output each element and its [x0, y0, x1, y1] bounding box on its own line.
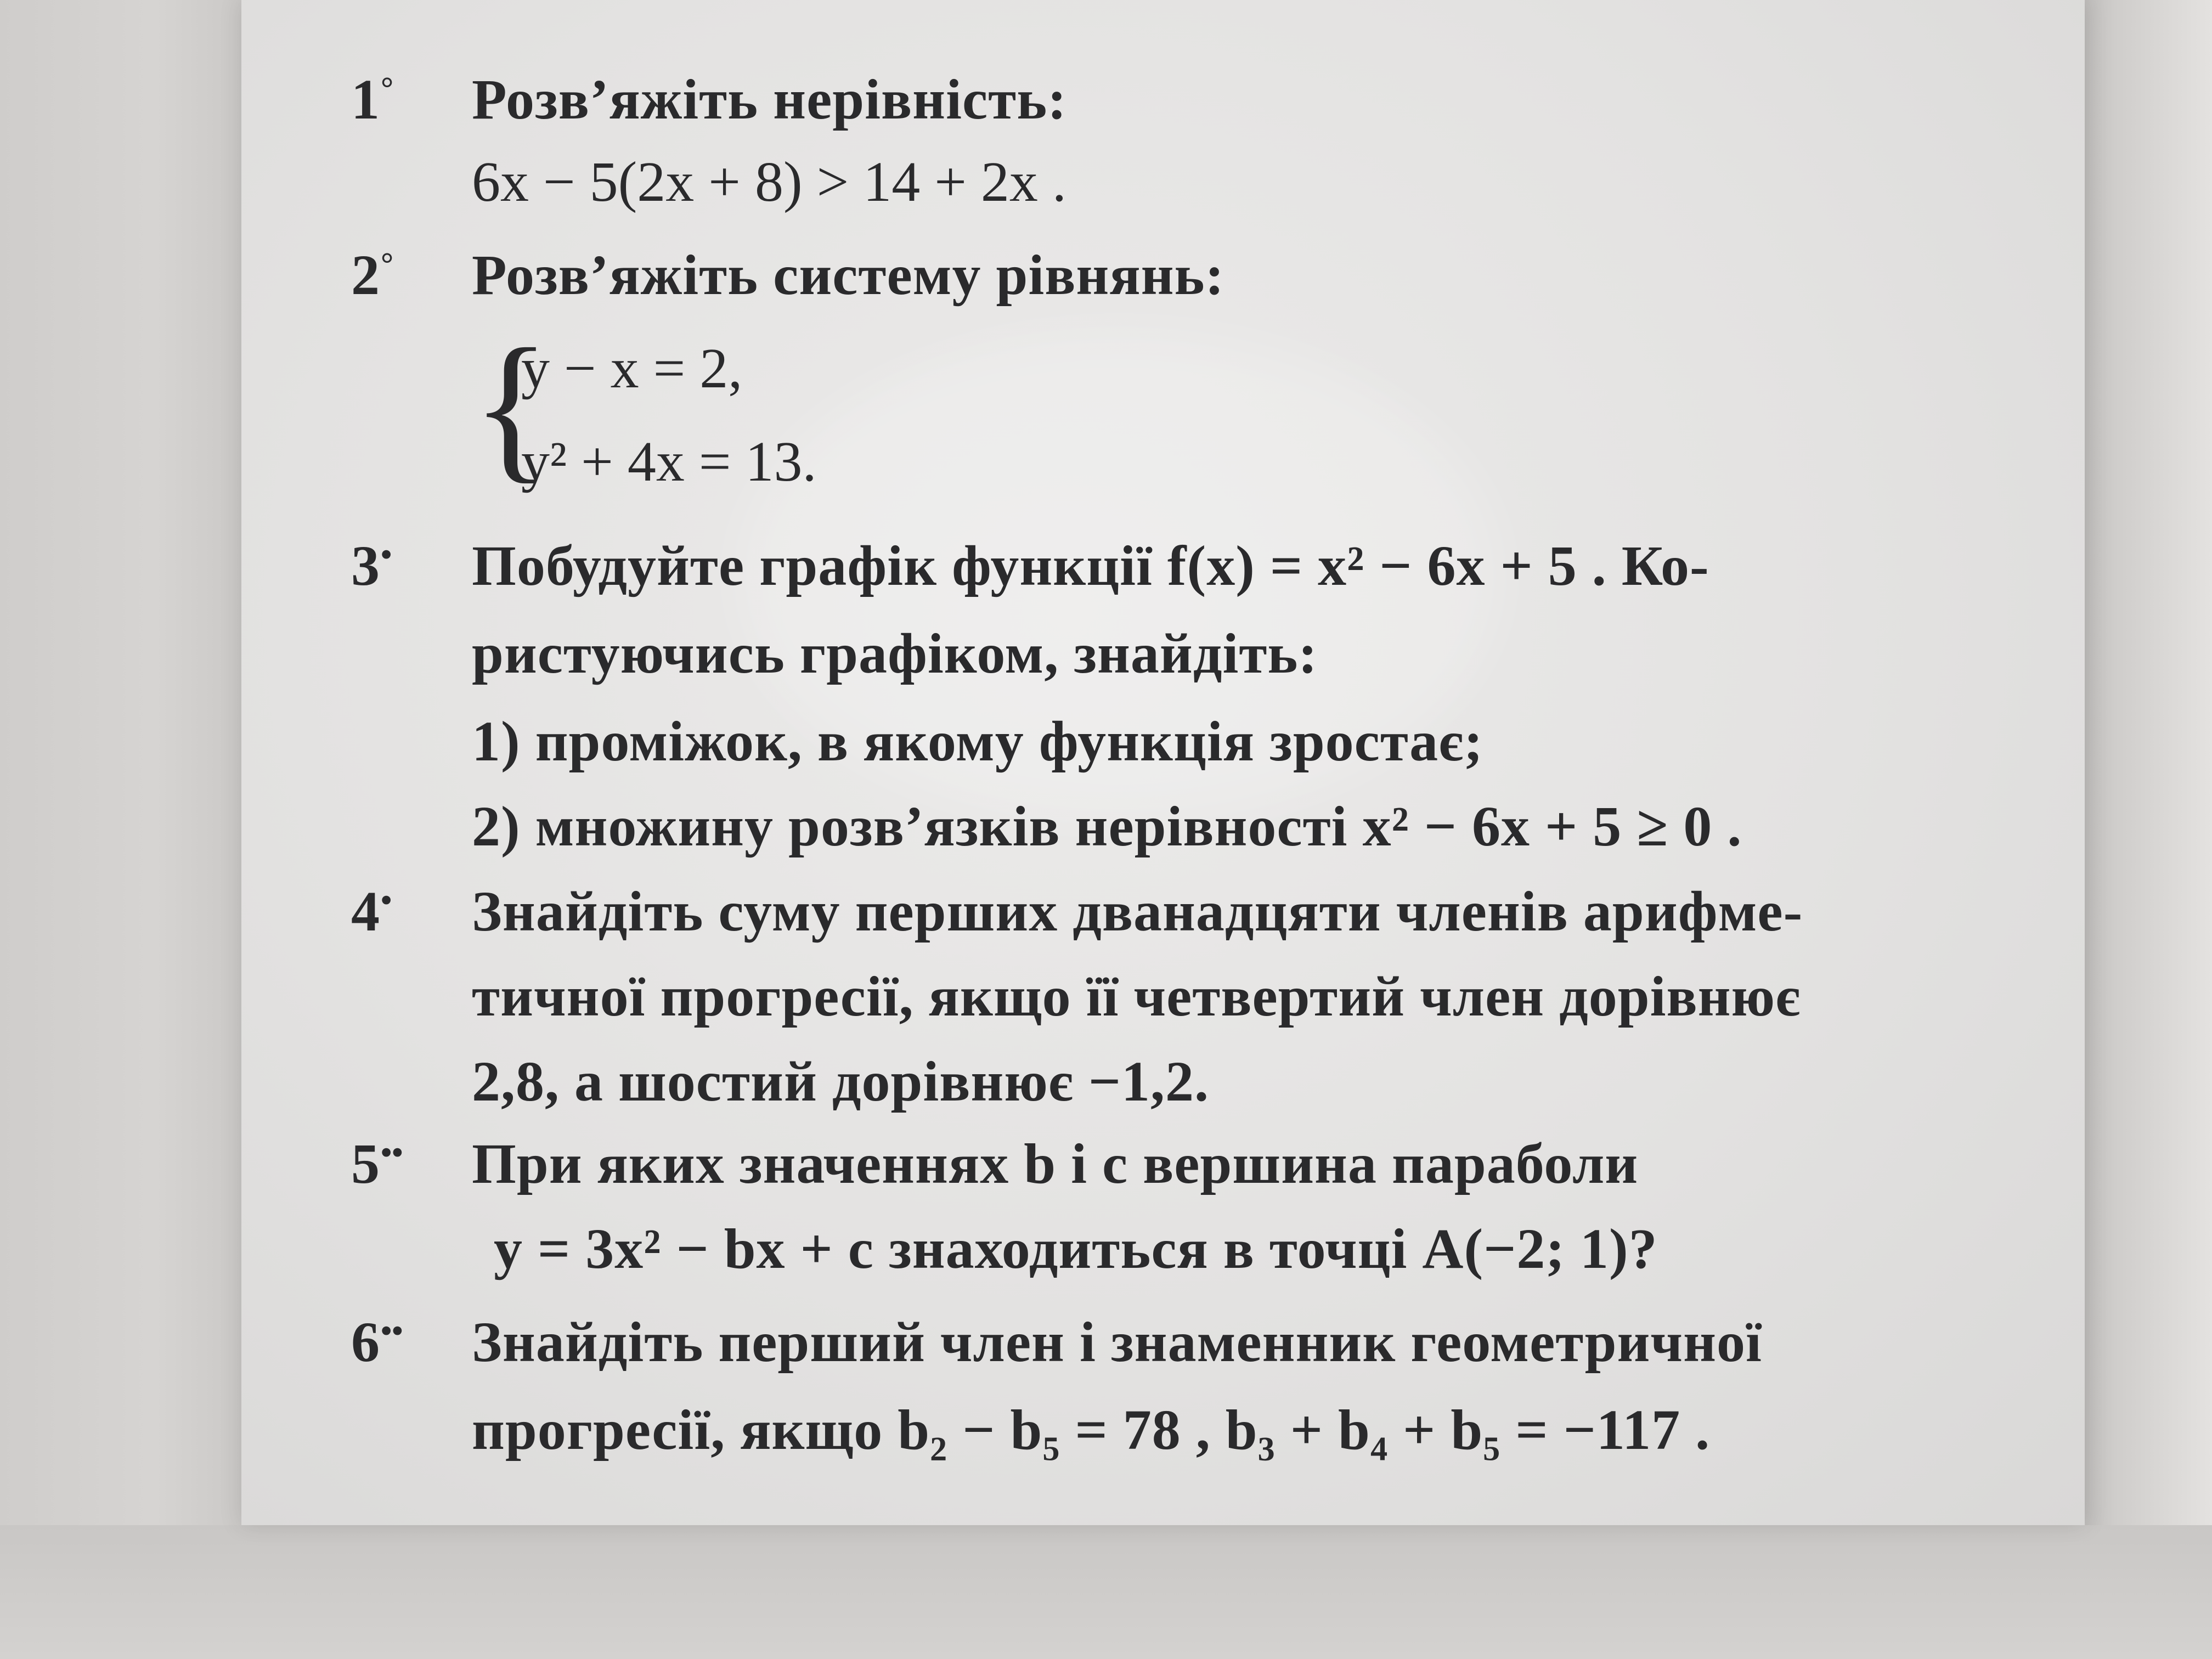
- problem-text-line-2: прогресії, якщо b₂ − b₅ = 78 , b₃ + b₄ + b₅ = −117 .: [472, 1398, 1711, 1462]
- subtask-1: 1) проміжок, в якому функція зростає;: [472, 710, 1483, 773]
- photo-left-background: [0, 0, 258, 1659]
- problem-text-line-3: 2,8, а шостий дорівнює −1,2.: [472, 1050, 1209, 1113]
- problem-text-line-2: тичної прогресії, якщо її четвертий член дорівнює: [472, 965, 1801, 1028]
- equation-2: y² + 4x = 13.: [521, 430, 817, 493]
- problem-number: 3•: [351, 534, 392, 597]
- problem-number: 5••: [351, 1132, 403, 1195]
- inequality: 6x − 5(2x + 8) > 14 + 2x .: [472, 150, 1066, 213]
- problem-text-line-2: ристуючись графіком, знайдіть:: [472, 622, 1318, 685]
- problem-text-line-1: Знайдіть перший член і знаменник геометричної: [472, 1311, 1762, 1374]
- photo-bottom-background: [0, 1525, 2212, 1659]
- system-brace: {: [472, 315, 551, 497]
- worksheet-page: [241, 0, 2085, 1525]
- problem-number: 2°: [351, 244, 394, 307]
- problem-text-line-1: Знайдіть суму перших дванадцяти членів арифме-: [472, 880, 1803, 943]
- problem-text: Розв’яжіть нерівність:: [472, 68, 1067, 131]
- subtask-2: 2) множину розв’язків нерівності x² − 6x + 5 ≥ 0 .: [472, 795, 1742, 858]
- photo-right-background: [2074, 0, 2212, 1659]
- problem-text-line-1: При яких значеннях b і c вершина параболи: [472, 1132, 1639, 1195]
- problem-number: 1°: [351, 68, 394, 131]
- equation-1: y − x = 2,: [521, 337, 743, 400]
- problem-number: 4•: [351, 880, 392, 943]
- problem-text-line-2: y = 3x² − bx + c знаходиться в точці A(−2; 1)?: [494, 1217, 1658, 1280]
- problem-number: 6••: [351, 1311, 403, 1374]
- problem-text-line-1: Побудуйте графік функції f(x) = x² − 6x + 5 . Ко-: [472, 534, 1709, 597]
- problem-text: Розв’яжіть систему рівнянь:: [472, 244, 1225, 307]
